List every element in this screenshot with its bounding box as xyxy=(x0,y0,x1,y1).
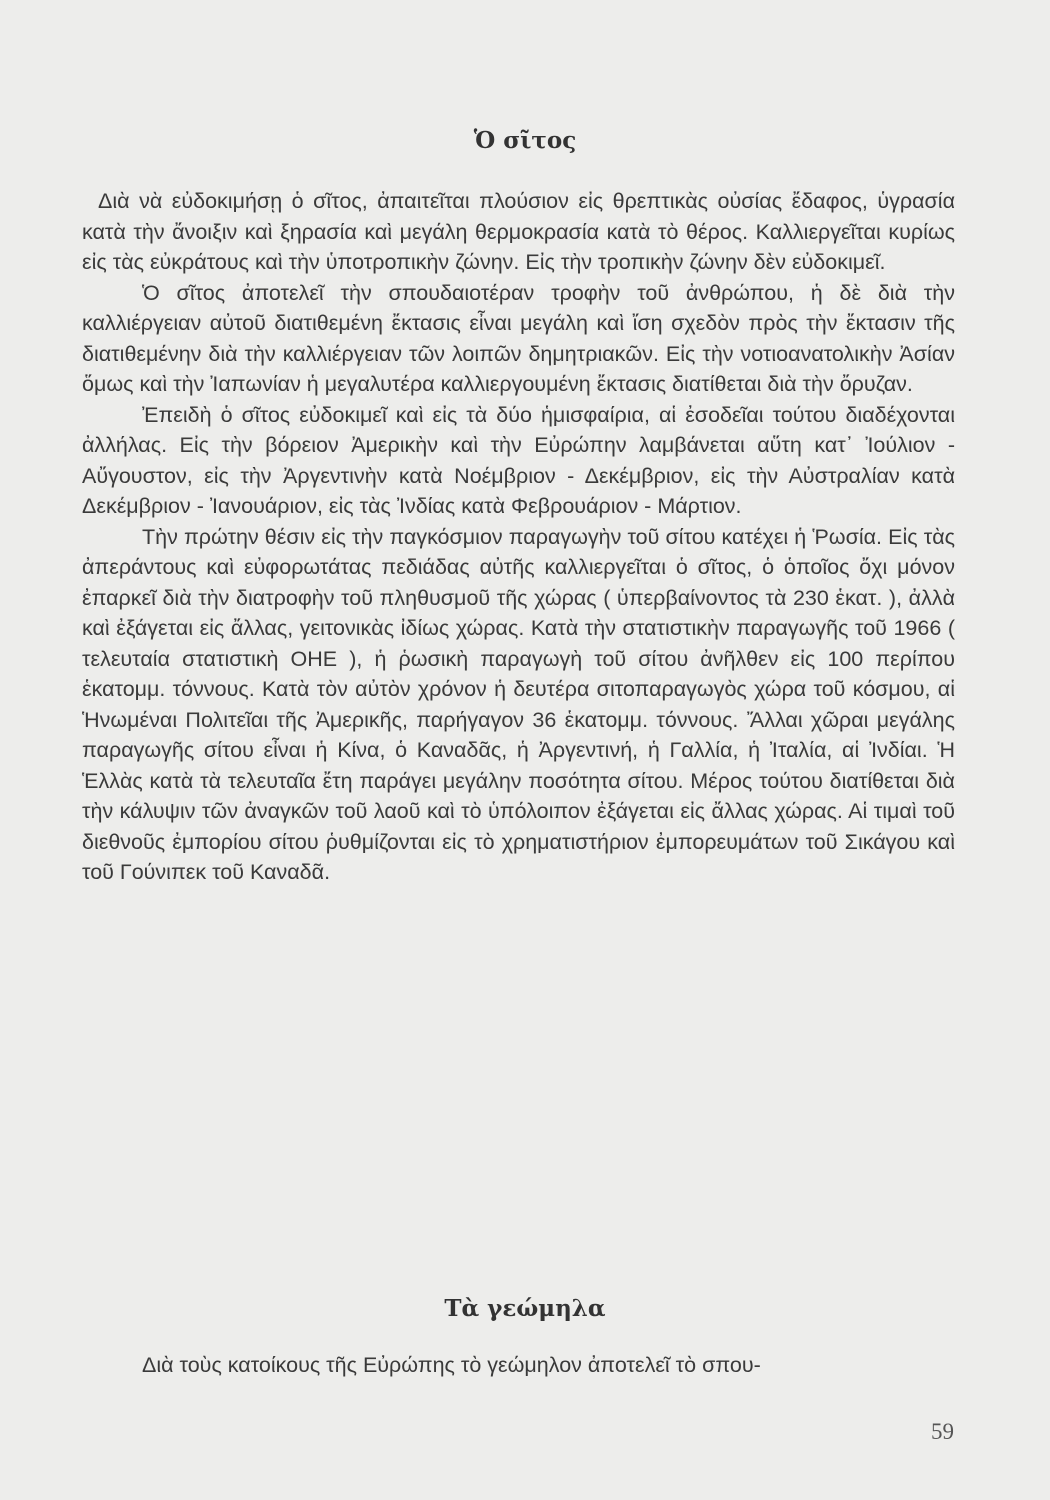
paragraph-4: Τὴν πρώτην θέσιν εἰς τὴν παγκόσμιον παραγωγὴν τοῦ σίτου κατέχει ἡ Ῥωσία. Εἰς τὰς ἀπεράντους καὶ εὐφορωτάτας πεδιάδας αὐτῆς καλλιεργεῖται ὁ σῖτος, ὁ ὁποῖος ὄχι μόνον ἐπαρκεῖ διὰ τὴν διατροφὴν τοῦ πληθυσμοῦ τῆς χώρας ( ὑπερβαίνοντος τὰ 230 ἑκατ. ), ἀλλὰ καὶ ἐξάγεται εἰς ἄλλας, γειτονικὰς ἰδίως χώρας. Κατὰ τὴν στατιστικὴν παραγωγῆς τοῦ 1966 ( τελευταία στατιστικὴ ΟΗΕ ), ἡ ῥωσικὴ παραγωγὴ τοῦ σίτου ἀνῆλθεν εἰς 100 περίπου ἑκατομμ. τόννους. Κατὰ τὸν αὐτὸν χρόνον ἡ δευτέρα σιτοπαραγωγὸς χώρα τοῦ κόσμου, αἱ Ἡνωμέναι Πολιτεῖαι τῆς Ἀμερικῆς, παρήγαγον 36 ἑκατομμ. τόννους. Ἄλλαι χῶραι μεγάλης παραγωγῆς σίτου εἶναι ἡ Κίνα, ὁ Καναδᾶς, ἡ Ἀργεντινή, ἡ Γαλλία, ἡ Ἰταλία, αἱ Ἰνδίαι. Ἡ Ἑλλὰς κατὰ τὰ τελευταῖα ἔτη παράγει μεγάλην ποσότητα σίτου. Μέρος τούτου διατίθεται διὰ τὴν κάλυψιν τῶν ἀναγκῶν τοῦ λαοῦ καὶ τὸ ὑπόλοιπον ἐξάγεται εἰς ἄλλας χώρας. Αἱ τιμαὶ τοῦ διεθνοῦς ἐμπορίου σίτου ῥυθμίζονται εἰς τὸ χρηματιστήριον ἐμπορευμάτων τοῦ Σικάγου καὶ τοῦ Γούνιπεκ τοῦ Καναδᾶ. xyxy=(82,524,955,884)
section-title-potatoes: Τὰ γεώμηλα xyxy=(444,1295,606,1322)
section-body-wheat xyxy=(82,186,955,888)
paragraph-1: Διὰ νὰ εὐδοκιμήσῃ ὁ σῖτος, ἀπαιτεῖται πλούσιον εἰς θρεπτικὰς οὐσίας ἔδαφος, ὑγρασία κατὰ τὴν ἄνοιξιν καὶ ξηρασία καὶ μεγάλη θερμοκρασία κατὰ τὸ θέρος. Καλλιεργεῖται κυρίως εἰς τὰς εὐκράτους καὶ τὴν ὑποτροπικὴν ζώνην. Εἰς τὴν τροπικὴν ζώνην δὲν εὐδοκιμεῖ. xyxy=(82,189,955,274)
paragraph-3: Ἐπειδὴ ὁ σῖτος εὐδοκιμεῖ καὶ εἰς τὰ δύο ἡμισφαίρια, αἱ ἐσοδεῖαι τούτου διαδέχονται ἀλλήλας. Εἰς τὴν βόρειον Ἀμερικὴν καὶ τὴν Εὐρώπην λαμβάνεται αὕτη κατ᾽ Ἰούλιον - Αὔγουστον, εἰς τὴν Ἀργεντινὴν κατὰ Νοέμβριον - Δεκέμβριον, εἰς τὴν Αὐστραλίαν κατὰ Δεκέμβριον - Ἰανουάριον, εἰς τὰς Ἰνδίας κατὰ Φεβρουάριον - Μάρτιον. xyxy=(82,402,955,518)
paragraph-2: Ὁ σῖτος ἀποτελεῖ τὴν σπουδαιοτέραν τροφὴν τοῦ ἀνθρώπου, ἡ δὲ διὰ τὴν καλλιέργειαν αὐτοῦ διατιθεμένη ἔκτασις εἶναι μεγάλη καὶ ἴση σχεδὸν πρὸς τὴν ἔκτασιν τῆς διατιθεμένην διὰ τὴν καλλιέργειαν τῶν λοιπῶν δημητριακῶν. Εἰς τὴν νοτιοανατολικὴν Ἀσίαν ὅμως καὶ τὴν Ἰαπωνίαν ἡ μεγαλυτέρα καλλιεργουμένη ἔκτασις διατίθεται διὰ τὴν ὄρυζαν. xyxy=(82,280,955,396)
section-title-wheat: Ὁ σῖτος xyxy=(473,127,577,154)
section-body-potatoes xyxy=(82,1350,955,1381)
paragraph-5: Διὰ τοὺς κατοίκους τῆς Εὐρώπης τὸ γεώμηλον ἀποτελεῖ τὸ σπου- xyxy=(142,1353,761,1377)
page-number: 59 xyxy=(931,1419,954,1444)
